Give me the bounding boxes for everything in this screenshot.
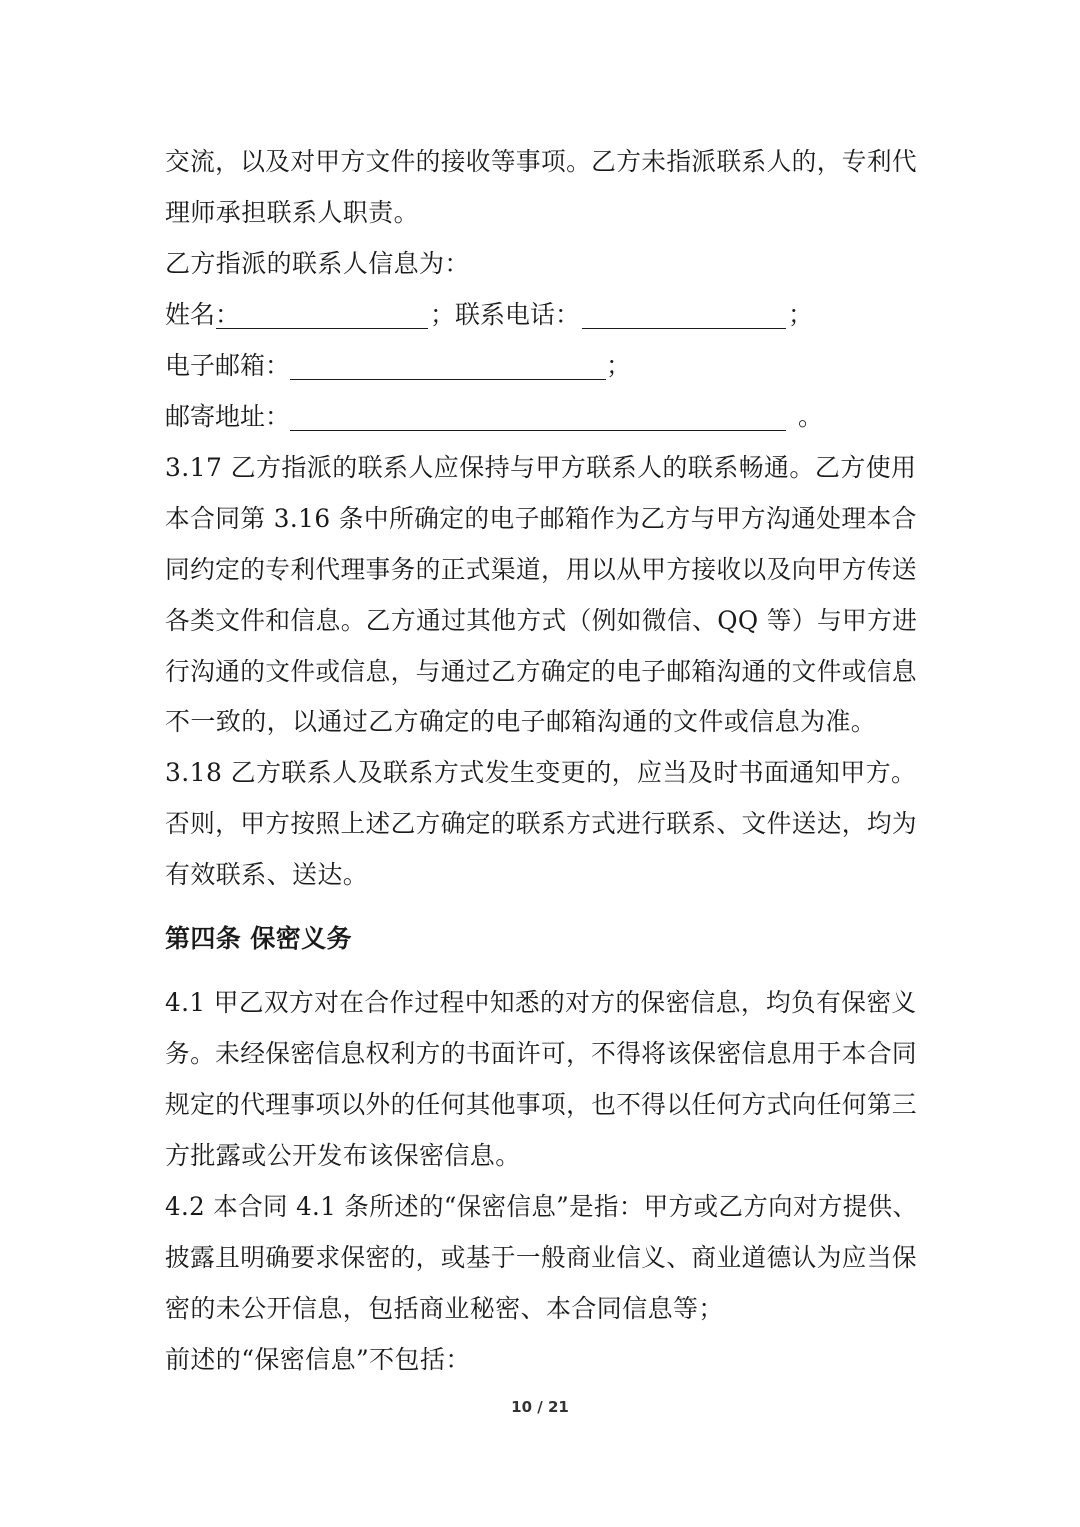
paragraph-line: 交流，以及对甲方文件的接收等事项。乙方未指派联系人的，专利代 [165, 147, 918, 176]
address-end-punct: 。 [798, 402, 824, 431]
name-blank-field[interactable] [216, 328, 428, 329]
clause-4-1-line: 规定的代理事项以外的任何其他事项，也不得以任何方式向任何第三 [165, 1090, 918, 1119]
clause-3-17-line: 3.17 乙方指派的联系人应保持与甲方联系人的联系畅通。乙方使用 [165, 453, 917, 482]
email-label: 电子邮箱： [165, 351, 291, 380]
email-end-punct: ； [606, 351, 632, 380]
section-heading: 第四条 保密义务 [165, 924, 352, 953]
clause-4-2-line: 密的未公开信息，包括商业秘密、本合同信息等； [165, 1294, 724, 1323]
paragraph-line: 乙方指派的联系人信息为： [165, 249, 470, 278]
phone-blank-field[interactable] [582, 328, 786, 329]
clause-3-18-line: 有效联系、送达。 [165, 860, 369, 889]
address-label: 邮寄地址： [165, 402, 291, 431]
clause-3-18-line: 否则，甲方按照上述乙方确定的联系方式进行联系、文件送达，均为 [165, 809, 918, 838]
clause-4-2-line: 前述的“保密信息”不包括： [165, 1345, 471, 1374]
clause-4-1-line: 务。未经保密信息权利方的书面许可，不得将该保密信息用于本合同 [165, 1039, 918, 1068]
clause-3-17-line: 不一致的，以通过乙方确定的电子邮箱沟通的文件或信息为准。 [165, 707, 877, 736]
email-blank-field[interactable] [290, 379, 606, 380]
paragraph-line: 理师承担联系人职责。 [165, 198, 420, 227]
clause-3-17-line: 本合同第 3.16 条中所确定的电子邮箱作为乙方与甲方沟通处理本合 [165, 504, 917, 533]
name-label: 姓名： [165, 300, 241, 329]
clause-3-17-line: 各类文件和信息。乙方通过其他方式（例如微信、QQ 等）与甲方进 [165, 606, 918, 635]
address-blank-field[interactable] [290, 430, 786, 431]
clause-4-2-line: 4.2 本合同 4.1 条所述的“保密信息”是指：甲方或乙方向对方提供、 [165, 1192, 918, 1221]
clause-4-1-line: 方批露或公开发布该保密信息。 [165, 1141, 521, 1170]
phone-label: ；联系电话： [430, 300, 581, 329]
clause-3-18-line: 3.18 乙方联系人及联系方式发生变更的，应当及时书面通知甲方。 [165, 758, 917, 787]
clause-4-1-line: 4.1 甲乙双方对在合作过程中知悉的对方的保密信息，均负有保密义 [165, 988, 917, 1017]
clause-3-17-line: 行沟通的文件或信息，与通过乙方确定的电子邮箱沟通的文件或信息 [165, 657, 918, 686]
clause-4-2-line: 披露且明确要求保密的，或基于一般商业信义、商业道德认为应当保 [165, 1243, 918, 1272]
clause-3-17-line: 同约定的专利代理事务的正式渠道，用以从甲方接收以及向甲方传送 [165, 555, 918, 584]
page-number: 10 / 21 [511, 1398, 569, 1416]
phone-end-punct: ； [788, 300, 814, 329]
